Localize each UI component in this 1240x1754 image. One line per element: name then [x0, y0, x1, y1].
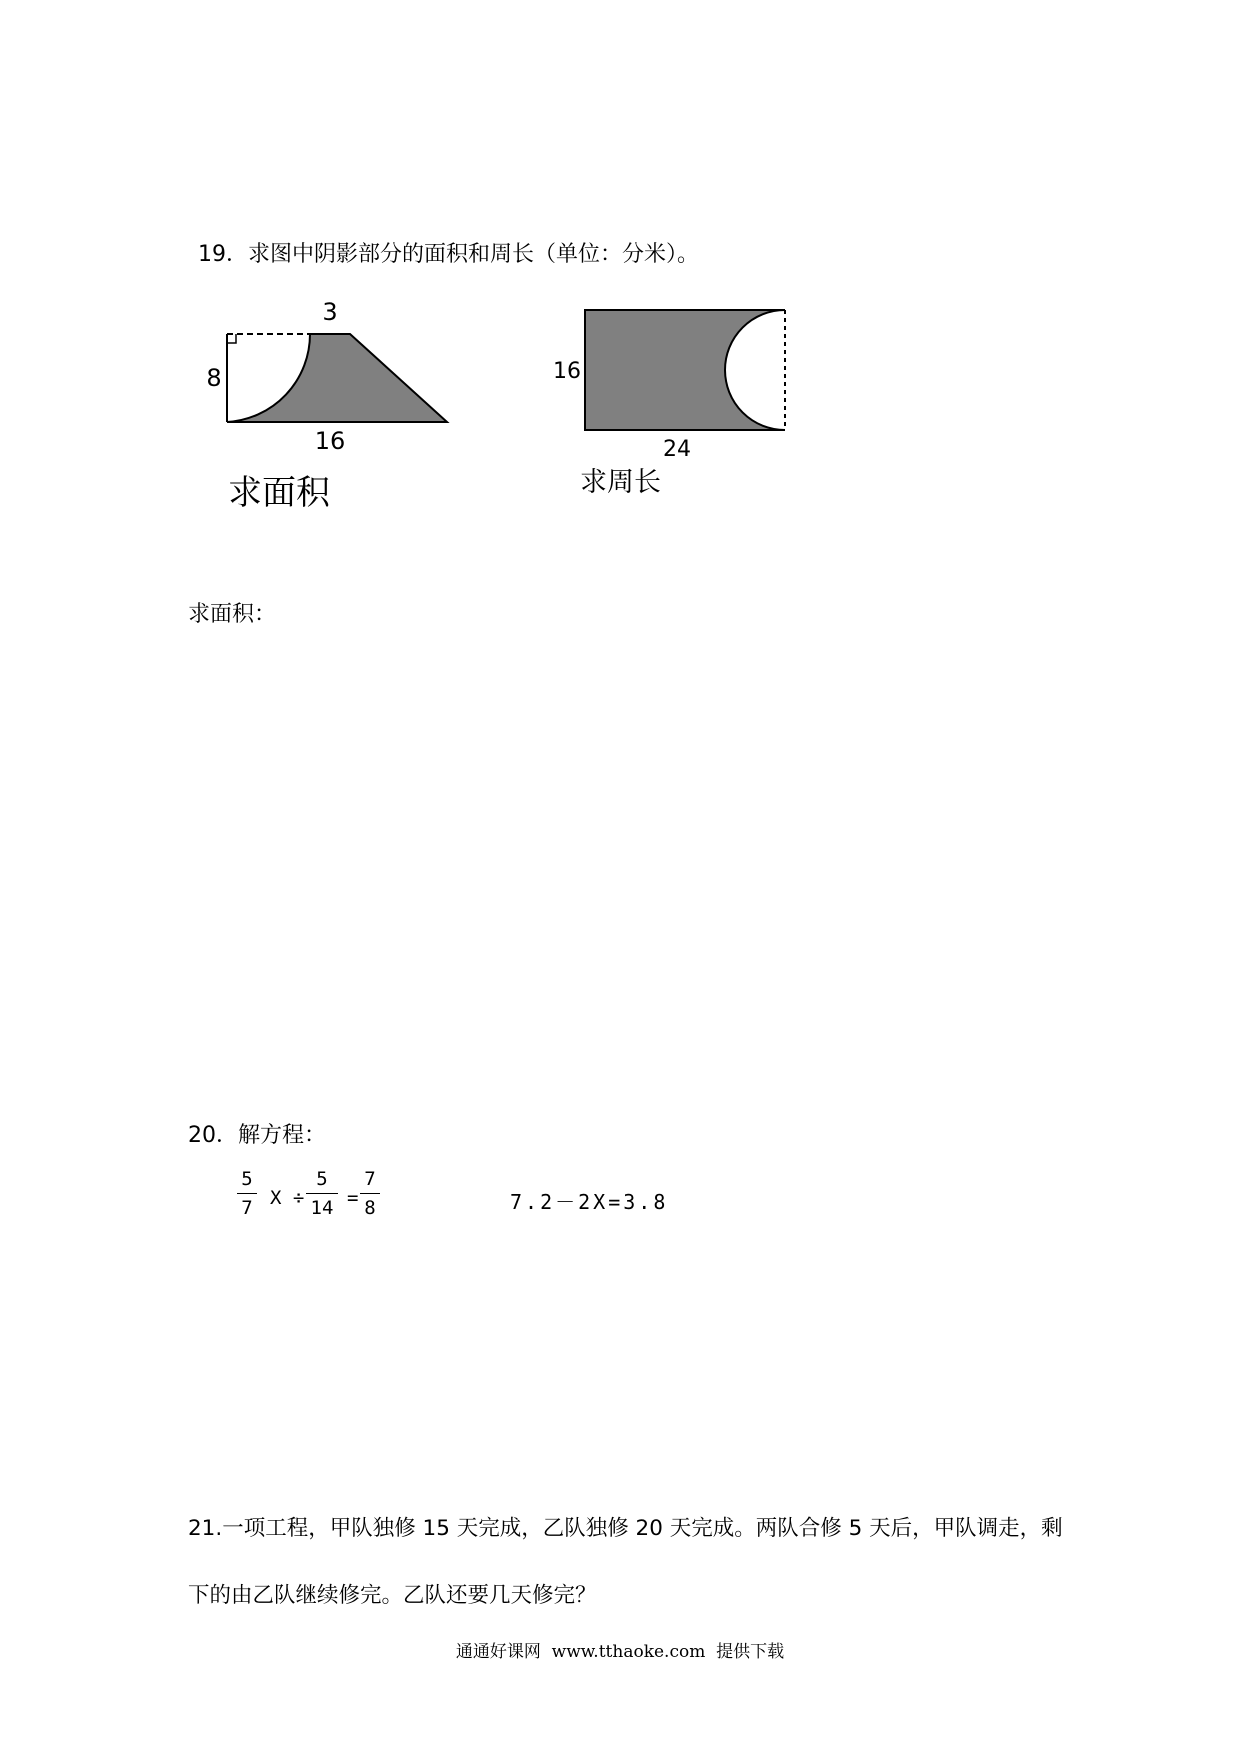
- q21-line2: 下的由乙队继续修完。乙队还要几天修完？: [188, 1583, 597, 1608]
- numerator: 7: [364, 1168, 376, 1190]
- eq1-equals: =: [347, 1187, 359, 1209]
- right-angle-mark: [227, 334, 236, 343]
- figure-rectangle: [545, 300, 805, 470]
- eq1-mid: X ÷: [270, 1187, 305, 1209]
- fig2-caption: 求周长: [580, 467, 661, 498]
- fraction-5-7: [237, 1167, 257, 1220]
- shaded-region: [227, 334, 447, 422]
- q19-title: 19．求图中阴影部分的面积和周长（单位：分米）。: [198, 242, 699, 267]
- fig1-caption: 求面积: [228, 473, 330, 513]
- fraction-7-8: [360, 1167, 380, 1220]
- label-bottom: 24: [663, 437, 691, 462]
- label-top: 3: [322, 298, 338, 326]
- fraction-5-14: [306, 1167, 338, 1220]
- denominator: 7: [241, 1197, 253, 1219]
- numerator: 5: [241, 1168, 253, 1190]
- eq2: 7.2－2X=3.8: [510, 1190, 669, 1214]
- label-side: 8: [206, 364, 222, 392]
- q20-title: 20．解方程：: [188, 1123, 326, 1148]
- denominator: 14: [310, 1197, 334, 1219]
- label-side: 16: [553, 359, 581, 384]
- label-bottom: 16: [314, 427, 346, 455]
- denominator: 8: [364, 1197, 376, 1219]
- footer: 通通好课网 www.tthaoke.com 提供下载: [455, 1642, 785, 1662]
- numerator: 5: [316, 1168, 328, 1190]
- q21-line1: 21.一项工程，甲队独修 15 天完成，乙队独修 20 天完成。两队合修 5 天后，甲队调走，剩: [188, 1516, 1063, 1541]
- answer-label: 求面积：: [188, 602, 277, 627]
- shaded-rect: [585, 310, 785, 430]
